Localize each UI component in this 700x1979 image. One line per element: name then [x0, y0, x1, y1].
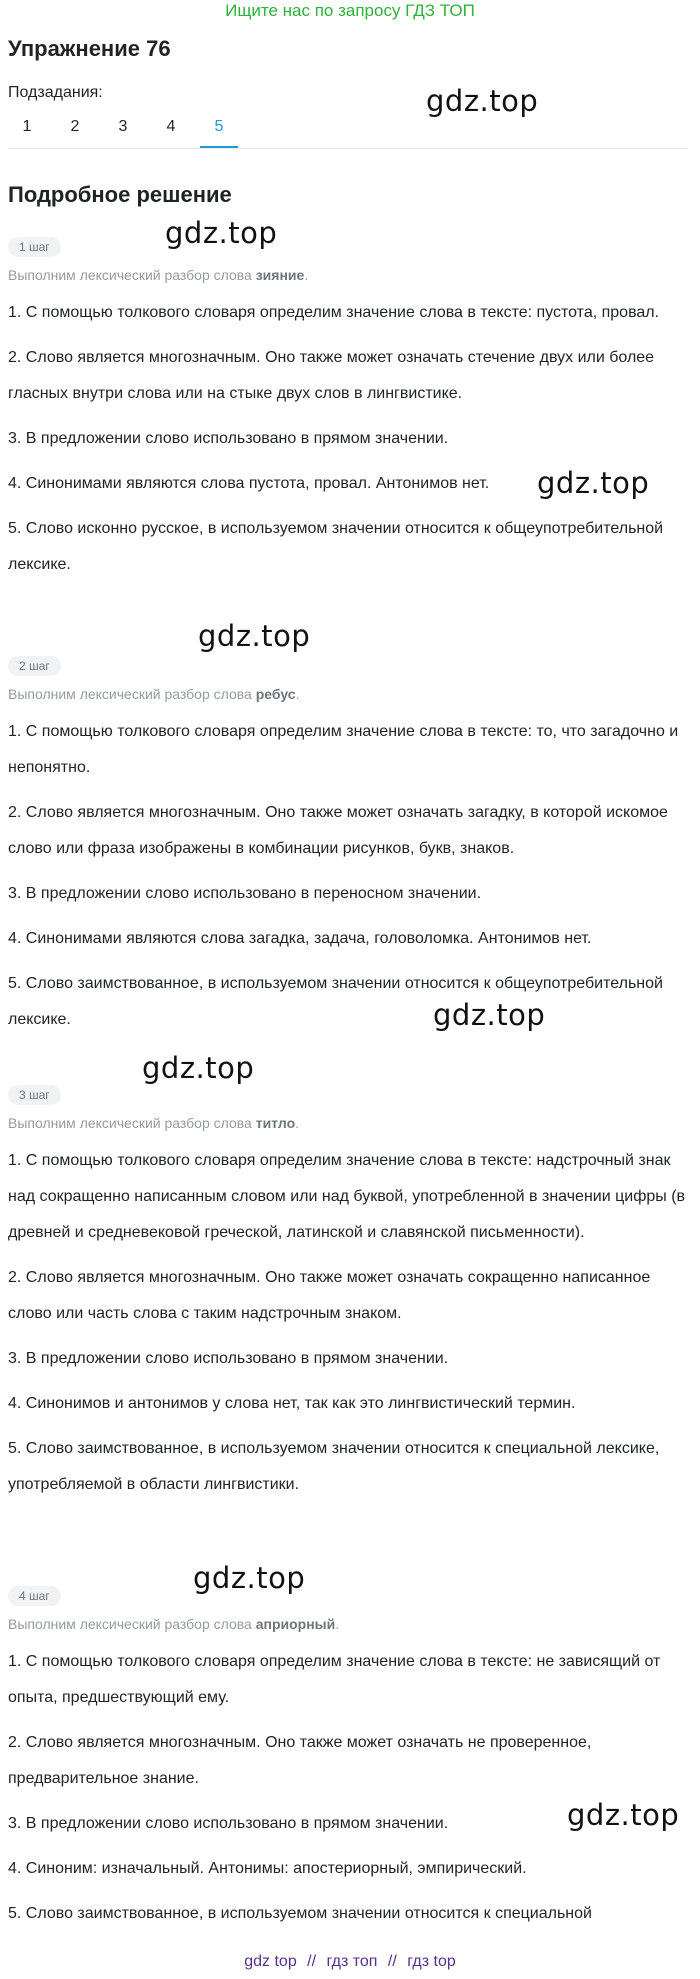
step-word: зияние: [255, 267, 305, 283]
solution-step-3: [8, 1085, 692, 1512]
watermark: gdz.top: [426, 84, 539, 118]
subtask-tab-1[interactable]: 1: [22, 118, 32, 135]
watermark: gdz.top: [537, 466, 650, 500]
step-item: 1. С помощью толкового словаря определим значение слова в тексте: то, что загадочно и непонятно.: [8, 723, 679, 776]
step-word: априорный: [255, 1616, 336, 1632]
step-item: 4. Синоним: изначальный. Антонимы: апостериорный, эмпирический.: [8, 1860, 527, 1877]
step-intro: Выполним лексический разбор слова зияние.: [8, 267, 309, 283]
search-banner: Ищите нас по запросу ГДЗ ТОП: [225, 1, 475, 20]
step-item: 1. С помощью толкового словаря определим значение слова в тексте: не зависящий от опыта, предшествующий ему.: [8, 1653, 661, 1706]
step-item: 3. В предложении слово использовано в переносном значении.: [8, 885, 482, 902]
solution-step-2: [8, 656, 692, 1047]
page-title: Упражнение 76: [8, 36, 171, 61]
footer-links: [0, 1944, 700, 1979]
step-intro: Выполним лексический разбор слова априорный.: [8, 1616, 340, 1632]
subtask-tab-3[interactable]: 3: [118, 118, 128, 135]
subtask-tab-4[interactable]: 4: [166, 118, 176, 135]
step-item: 3. В предложении слово использовано в прямом значении.: [8, 1350, 449, 1367]
watermark: gdz.top: [142, 1051, 255, 1085]
step-item: 4. Синонимов и антонимов у слова нет, так как это лингвистический термин.: [8, 1395, 576, 1412]
footer-separator: //: [307, 1953, 317, 1970]
step-badge: 2 шаг: [8, 656, 61, 676]
step-item: 3. В предложении слово использовано в прямом значении.: [8, 1815, 449, 1832]
solution-step-1: [8, 237, 692, 592]
step-intro: Выполним лексический разбор слова титло.: [8, 1115, 300, 1131]
section-title: Подробное решение: [8, 182, 232, 207]
watermark: gdz.top: [198, 619, 311, 653]
step-intro: Выполним лексический разбор слова ребус.: [8, 686, 300, 702]
step-item: 1. С помощью толкового словаря определим значение слова в тексте: пустота, провал.: [8, 304, 660, 321]
step-badge: 3 шаг: [8, 1085, 61, 1105]
subtask-tab-5[interactable]: 5: [200, 108, 238, 148]
footer-link-gdz-top-mixed[interactable]: гдз top: [407, 1953, 456, 1970]
step-item: 2. Слово является многозначным. Оно также может означать загадку, в которой искомое слово или фраза изображены в комбинации рисунков, букв, знаков.: [8, 804, 668, 857]
step-word: титло: [255, 1115, 296, 1131]
watermark: gdz.top: [567, 1798, 680, 1832]
step-item: 3. В предложении слово использовано в прямом значении.: [8, 430, 449, 447]
step-item: 1. С помощью толкового словаря определим значение слова в тексте: надстрочный знак над сокращенно написанным словом или над буквой, употребленной в значении цифры (в древней и средневековой греческой, латинской и славянской письменности).: [8, 1152, 686, 1241]
step-item: 5. Слово заимствованное, в используемом значении относится к общеупотребительной лексике.: [8, 975, 663, 1028]
step-item: 2. Слово является многозначным. Оно также может означать сокращенно написанное слово или часть слова с таким надстрочным знаком.: [8, 1269, 651, 1322]
watermark: gdz.top: [165, 216, 278, 250]
step-item: 5. Слово заимствованное, в используемом значении относится к специальной лексике, употребляемой в области лингвистики.: [8, 1440, 660, 1493]
step-item: 4. Синонимами являются слова загадка, задача, головоломка. Антонимов нет.: [8, 930, 592, 947]
solution-step-4: [8, 1586, 692, 1941]
footer-link-gdz-top-ru[interactable]: гдз топ: [326, 1953, 378, 1970]
step-badge: 4 шаг: [8, 1586, 61, 1606]
step-item: 4. Синонимами являются слова пустота, провал. Антонимов нет.: [8, 475, 490, 492]
step-badge: 1 шаг: [8, 237, 61, 257]
step-word: ребус: [255, 686, 296, 702]
watermark: gdz.top: [433, 998, 546, 1032]
step-item: 5. Слово заимствованное, в используемом значении относится к специальной: [8, 1905, 592, 1922]
subtask-tab-2[interactable]: 2: [70, 118, 80, 135]
step-item: 5. Слово исконно русское, в используемом значении относится к общеупотребительной лексике.: [8, 520, 664, 573]
step-item: 2. Слово является многозначным. Оно также может означать стечение двух или более гласных внутри слова или на стыке двух слов в лингвистике.: [8, 349, 655, 402]
watermark: gdz.top: [193, 1561, 306, 1595]
footer-separator: //: [387, 1953, 397, 1970]
subtasks-tabs: [8, 108, 688, 149]
step-item: 2. Слово является многозначным. Оно также может означать не проверенное, предварительное знание.: [8, 1734, 592, 1787]
footer-link-gdz-top[interactable]: gdz top: [244, 1953, 297, 1970]
subtasks-label: Подзадания:: [8, 84, 103, 101]
